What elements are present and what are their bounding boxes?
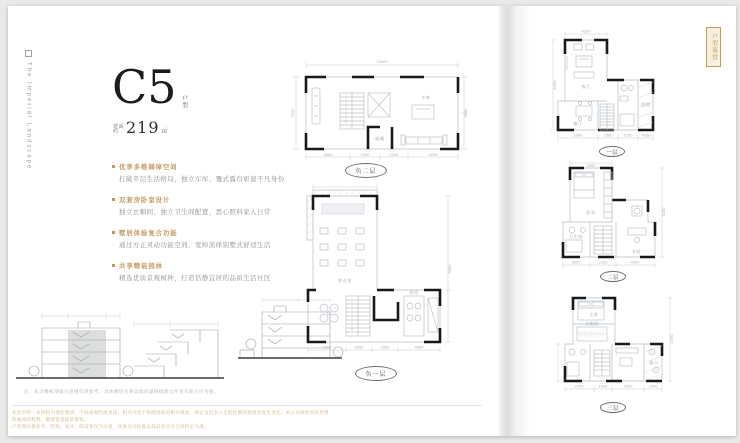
stairs-icon (600, 104, 614, 130)
floorplan-basement2 (288, 57, 470, 163)
brand-vertical-text: The Imperial Landscape (25, 62, 32, 171)
dim-label: 4800 (414, 344, 424, 350)
cabinet-icon (312, 88, 320, 124)
feature-body: 精选优质景观树种，打造恬静宜居的品质生活社区 (119, 275, 271, 283)
stairs-icon (340, 93, 364, 129)
floorplan-floor2 (550, 160, 706, 272)
room-label: 卫生间 (568, 234, 584, 239)
dim-label: 2400 (360, 152, 370, 157)
partition-walls (573, 324, 644, 381)
feature-body: 独立衣帽间、独立卫生间配置，悉心照料家人日常 (119, 209, 271, 217)
dim-label: 1500 (380, 344, 390, 350)
plan-label-floor1: 一层 (599, 146, 625, 157)
bed-icon (578, 301, 604, 320)
brand-logo-icon (25, 50, 32, 57)
room-label: 书房 (631, 249, 641, 254)
sofa-icon (616, 348, 638, 366)
dim-label: 3700 (669, 334, 674, 344)
room-label: 主卧 (589, 312, 599, 317)
feature-heading: 墅居体验复合功能 (119, 230, 178, 238)
dim-label: 1500 (623, 383, 633, 389)
bullet-icon (112, 231, 115, 234)
feature-item (112, 162, 327, 184)
floorplan-floor3 (550, 294, 710, 394)
plan-label-basement1: 负一层 (355, 366, 397, 381)
plan-label-floor3: 三层 (600, 402, 626, 413)
dim-label: 3300 (322, 344, 332, 350)
dim-label: 4500 (586, 163, 596, 168)
bullet-icon (112, 264, 115, 267)
stamp-tag (706, 27, 721, 67)
bathroom-icons (567, 349, 586, 376)
room-label: 餐厅 (573, 121, 583, 126)
plan-label-floor2: 二层 (600, 271, 626, 282)
dim-label: 4200 (630, 259, 640, 265)
disclaimer-line-2: 户型图仅供参考，装饰、家具、陈设等仅为示意，具体交付标准以商品房买卖合同约定为准。 (12, 423, 209, 429)
dim-label: 4500 (641, 132, 651, 138)
room-label: 客厅 (581, 84, 591, 89)
table-icon (412, 105, 434, 119)
dim-label: 4200 (428, 152, 438, 157)
dim-label: 5100 (661, 207, 666, 217)
stairs-icon (594, 350, 610, 376)
dim-label: 3000 (648, 383, 658, 389)
footer-disclaimer (12, 405, 482, 430)
unit-title-block (112, 60, 188, 114)
bed-icon (574, 172, 594, 198)
sections-caption: 注：本页楼栋剖面示意图仅供参考，具体楼层关系以政府最终批准文件及实际交付为准。 (24, 389, 219, 394)
dim-label: 9600 (447, 264, 452, 274)
dim-label: 3600 (571, 259, 581, 265)
exterior-walls (563, 168, 655, 257)
screen-icon (322, 204, 364, 214)
unit-title: C5 (112, 60, 177, 114)
exterior-walls (558, 40, 653, 130)
dim-label: 2100 (598, 259, 608, 265)
partition-walls (565, 40, 638, 130)
room-label: 衣帽间 (584, 321, 600, 326)
bearing-walls (558, 40, 653, 130)
dim-label: 2700 (574, 383, 584, 389)
hatched-strips (307, 190, 377, 240)
stairs-icon (346, 296, 370, 336)
dim-label: 5400 (552, 80, 557, 90)
section-cluster-left (29, 313, 133, 378)
storage-room-walls (374, 296, 398, 320)
dim-label: 7200 (290, 108, 295, 118)
bearing-walls (565, 298, 662, 381)
seating-grid-icon (320, 228, 364, 266)
sofa-icon (401, 135, 447, 145)
feature-heading: 共享精装园林 (119, 263, 163, 271)
area-line (113, 120, 168, 136)
room-label: 庭院 (641, 102, 651, 107)
floorplan-basement1 (288, 184, 470, 362)
dim-label: 3900 (573, 132, 583, 138)
unit-title-suffix: 户型 (180, 95, 187, 109)
bullet-icon (112, 165, 115, 168)
bearing-walls (563, 168, 655, 257)
feature-body: 通过方正灵动功能空间，宽绰演绎别墅式舒适生活 (119, 242, 271, 250)
bullet-icon (112, 198, 115, 201)
elevator-icon (368, 93, 390, 117)
dim-label: 13500 (376, 59, 388, 64)
dim-label: 2100 (389, 152, 399, 157)
section-cluster-middle (134, 321, 218, 378)
living-furniture-icons (567, 44, 594, 78)
dim-label: 1200 (623, 132, 633, 138)
study-furniture-icons (628, 206, 646, 243)
dim-label: 3600 (323, 152, 333, 157)
room-label: 厨房 (409, 290, 419, 295)
plan-label-basement2: 负二层 (345, 163, 387, 178)
dining-table-icon (576, 102, 592, 121)
feature-heading: 双套房卧室设计 (119, 197, 171, 205)
stairs-icon (594, 226, 612, 254)
brand-block (25, 50, 32, 170)
area-prefix: 建面约 (113, 123, 125, 136)
feature-body: 打破平层生活格局，独立车库、覆式露台彰显不凡身份 (119, 176, 285, 183)
bathroom-icons (620, 85, 634, 126)
dim-label: 1500 (603, 132, 613, 138)
floorplan-floor1 (550, 26, 706, 146)
room-label: 储藏 (375, 136, 385, 141)
wardrobe-icon (577, 327, 607, 341)
area-unit: ㎡ (161, 129, 168, 135)
room-label: 车库 (421, 95, 431, 100)
dim-label: 4200 (581, 28, 591, 34)
bathroom-icons (566, 227, 586, 252)
disclaimer-line-1: 免责声明：本资料为要约邀请，不构成要约或承诺；相关内容不排除因政府相关规划、规定及出卖人未能控制的原因而发生变化；本公司保留对宣传资料修改的权利，敬请留意最新资料。 (12, 410, 329, 422)
room-label: 露台 (649, 360, 659, 365)
exterior-walls (565, 298, 662, 381)
dim-label: 2400 (354, 344, 364, 350)
round-table-icon (320, 304, 338, 322)
stamp-text: 户型鉴赏 (710, 33, 717, 61)
kitchen-icons (404, 296, 438, 336)
area-value: 219 (126, 118, 160, 137)
feature-heading: 优享多维阔绰空间 (119, 164, 178, 171)
dim-label: 6900 (463, 108, 468, 118)
partition-walls (570, 200, 616, 257)
room-label: 卧室 (586, 210, 596, 215)
room-label: 影音室 (337, 278, 353, 283)
dimension-lines (290, 59, 468, 160)
dim-label: 1800 (598, 383, 608, 389)
